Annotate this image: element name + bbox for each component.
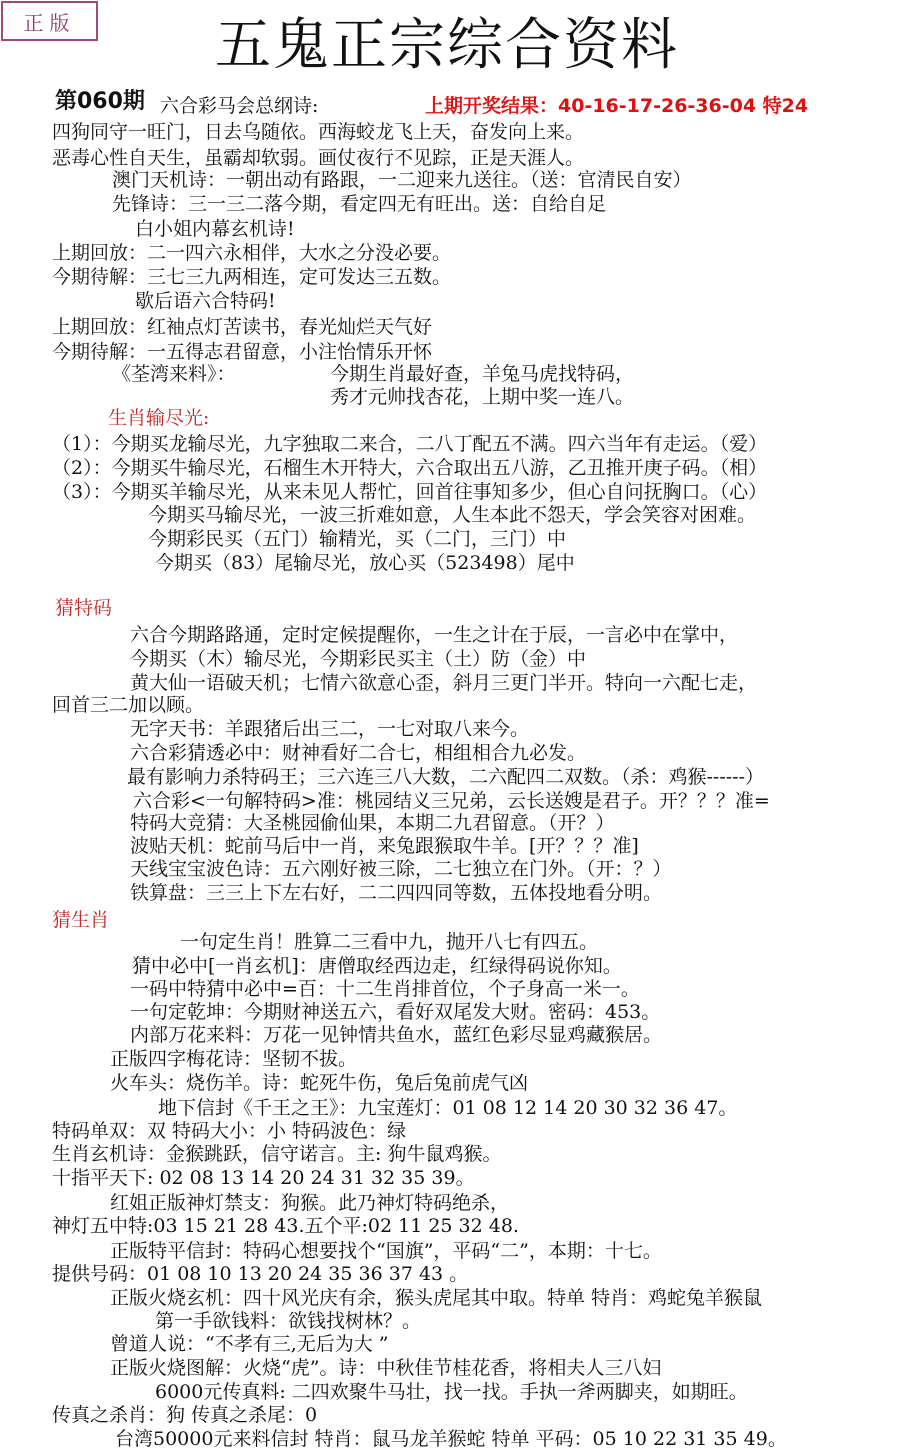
text-line: 六合彩猜透必中：财神看好二合七，相组相合九必发。 bbox=[130, 742, 587, 764]
text-line: 提供号码：01 08 10 13 20 24 35 36 37 43 。 bbox=[52, 1263, 469, 1285]
text-line: 十指平天下: 02 08 13 14 20 24 31 32 35 39。 bbox=[52, 1167, 475, 1189]
section-heading: 猜生肖 bbox=[52, 909, 110, 931]
text-line: 恶毒心性自天生，虽霸却软弱。画仗夜行不见踪，正是天涯人。 bbox=[52, 147, 585, 169]
text-line: 红姐正版神灯禁支：狗猴。此乃神灯特码绝杀， bbox=[110, 1192, 510, 1214]
text-line: 一码中特猜中必中=百：十二生肖排首位，个子身高一米一。 bbox=[130, 978, 640, 1000]
text-line: 正版四字梅花诗：坚韧不拔。 bbox=[110, 1048, 358, 1070]
text-line: 一句定生肖！胜算二三看中九，抛开八七有四五。 bbox=[180, 931, 599, 953]
text-line: 黄大仙一语破天机；七情六欲意心歪，斜月三更门半开。特向一六配七走， bbox=[130, 672, 758, 694]
text-line: 回首三二加以顾。 bbox=[52, 694, 205, 716]
text-line: 六合今期路路通，定时定候提醒你，一生之计在于辰，一言必中在掌中， bbox=[130, 624, 739, 646]
text-line: 今期买马输尽光，一波三折难如意，人生本此不怨天，学会笑容对困难。 bbox=[148, 504, 757, 526]
section-heading: 生肖输尽光: bbox=[108, 407, 210, 429]
text-line: 澳门天机诗：一朝出动有路跟，一二迎来九送往。（送：官清民自安） bbox=[112, 169, 692, 191]
text-line: 生肖玄机诗：金猴跳跃，信守诺言。主: 狗牛鼠鸡猴。 bbox=[52, 1143, 502, 1165]
text-line: 6000元传真料: 二四欢聚牛马壮，找一找。手执一斧两脚夹，如期旺。 bbox=[155, 1381, 748, 1403]
text-line: 歇后语六合特码! bbox=[135, 290, 276, 312]
text-line: 内部万花来料：万花一见钟情共鱼水，蓝红色彩尽显鸡藏猴居。 bbox=[130, 1024, 663, 1046]
text-line: 神灯五中特:03 15 21 28 43.五个平:02 11 25 32 48. bbox=[52, 1215, 519, 1237]
text-line: 传真之杀肖：狗 传真之杀尾：0 bbox=[52, 1404, 318, 1426]
text-line: 天线宝宝波色诗：五六刚好被三除，二七独立在门外。（开：？） bbox=[130, 858, 672, 880]
text-line: 特码大竞猜：大圣桃园偷仙果，本期二九君留意。（开？） bbox=[130, 812, 615, 834]
text-line: 今期彩民买（五门）输精光，买（二门，三门）中 bbox=[148, 528, 567, 550]
text-line: 火车头：烧伤羊。诗：蛇死牛伤，兔后兔前虎气凶 bbox=[110, 1072, 529, 1094]
text-line: 白小姐内幕玄机诗! bbox=[135, 218, 295, 240]
text-line: 曾道人说：“不孝有三,无后为大 ” bbox=[110, 1333, 389, 1355]
text-line: （3）：今期买羊输尽光，从来未见人帮忙，回首往事知多少，但心自问抚胸口。（心） bbox=[52, 481, 768, 503]
text-line: 正版火烧玄机：四十风光庆有余，猴头虎尾其中取。特单 特肖：鸡蛇兔羊猴鼠 bbox=[110, 1287, 763, 1309]
issue-number: 第060期 bbox=[55, 89, 145, 114]
text-line: 今期待解：三七三九两相连，定可发达三五数。 bbox=[52, 266, 452, 288]
text-line: 四狗同守一旺门，日去乌随依。西海蛟龙飞上天，奋发向上来。 bbox=[52, 121, 585, 143]
text-line: 先锋诗：三一三二落今期，看定四无有旺出。送：自给自足 bbox=[112, 193, 607, 215]
text-line: 今期买（木）输尽光，今期彩民买主（土）防（金）中 bbox=[130, 648, 587, 670]
text-line: 猜中必中[一肖玄机]：唐僧取经西边走，红绿得码说你知。 bbox=[132, 955, 622, 977]
text-line: 特码单双：双 特码大小：小 特码波色：绿 bbox=[52, 1120, 407, 1142]
poem-heading: 六合彩马会总纲诗: bbox=[160, 95, 319, 117]
text-line: 一句定乾坤：今期财神送五六，看好双尾发大财。密码：453。 bbox=[130, 1001, 661, 1023]
genuine-edition-badge: 正版 bbox=[1, 1, 98, 41]
text-line: （1）：今期买龙输尽光，九字独取二来合，二八丁配五不满。四六当年有走运。（爱） bbox=[52, 433, 768, 455]
text-line: 地下信封《千王之王》：九宝莲灯：01 08 12 14 20 30 32 36 47。 bbox=[158, 1097, 738, 1119]
text-line: 六合彩<一句解特码>准：桃园结义三兄弟，云长送嫂是君子。开？？？准= bbox=[133, 790, 770, 812]
text-line: 最有影响力杀特码王；三六连三八大数，二六配四二双数。（杀：鸡猴------） bbox=[127, 766, 765, 788]
text-line: 上期回放：二一四六永相伴，大水之分没必要。 bbox=[52, 242, 452, 264]
page-title: 五鬼正宗综合资料 bbox=[215, 13, 679, 78]
text-line: 今期待解：一五得志君留意，小注怡情乐开怀 bbox=[52, 341, 433, 363]
text-line: 上期回放：红袖点灯苦读书，春光灿烂天气好 bbox=[52, 316, 433, 338]
text-line: 秀才元帅找杏花，上期中奖一连八。 bbox=[330, 386, 635, 408]
text-line: 正版火烧图解：火烧“虎”。诗：中秋佳节桂花香，将相夫人三八妇 bbox=[110, 1357, 662, 1379]
text-line: 《荃湾来料》： bbox=[112, 363, 236, 385]
section-heading: 猜特码 bbox=[55, 597, 113, 619]
text-line: 铁算盘：三三上下左右好，二二四四同等数，五体投地看分明。 bbox=[130, 882, 663, 904]
text-line: 波贴天机：蛇前马后中一肖，来兔跟猴取牛羊。[开？？？准] bbox=[130, 835, 639, 857]
text-line: 正版特平信封：特码心想要找个“国旗”，平码“二”，本期：十七。 bbox=[110, 1240, 662, 1262]
text-line: 今期买（83）尾输尽光，放心买（523498）尾中 bbox=[155, 552, 575, 574]
text-line: 今期生肖最好查，羊兔马虎找特码， bbox=[330, 363, 635, 385]
last-draw-result: 上期开奖结果：40-16-17-26-36-04 特24 bbox=[425, 95, 809, 117]
text-line: 第一手欲钱料：欲钱找树林？。 bbox=[155, 1310, 422, 1332]
text-line: 无字天书：羊跟猪后出三二，一七对取八来今。 bbox=[130, 718, 530, 740]
text-line: 台湾50000元来料信封 特肖：鼠马龙羊猴蛇 特单 平码：05 10 22 31 35 49。 bbox=[115, 1428, 787, 1450]
text-line: （2）：今期买牛输尽光，石榴生木开特大，六合取出五八游，乙丑推开庚子码。（相） bbox=[52, 457, 768, 479]
